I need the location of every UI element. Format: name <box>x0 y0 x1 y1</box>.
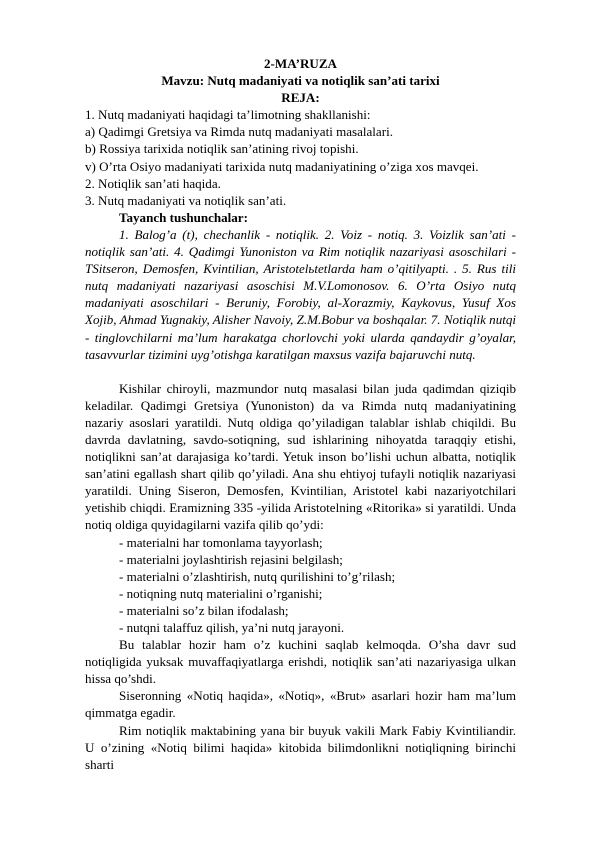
plan-item: v) O’rta Osiyo madaniyati tarixida nutq madaniyatining o’ziga xos mavqei. <box>85 158 479 174</box>
plan-item: 2. Notiqlik san’ati haqida. <box>85 175 221 191</box>
page-content <box>85 55 516 773</box>
plan-item: 1. Nutq madaniyati haqidagi ta’limotning shakllanishi: <box>85 107 371 123</box>
key-concepts-text: 1. Balog’a (t), chechanlik - notiqlik. 2. Voiz - notiq. 3. Voizlik san’ati - notiqlik san’ati. 4. Qadimgi Yunoniston va Rim notiqlik nazariyasi asoschilari - TSitseron, Demosfen, Kvintilian, Aristotelьtetlarda ham o’qitilyapti. . 5. Rus tili nutq madaniyati nazariyasi asoschisi M.V.Lomonosov. 6. O’rta Osiyo nutq madaniyati asoschilari - Beruniy, Forobiy, al-Xorazmiy, Kaykovus, Yusuf Xos Xojib, Ahmad Yugnakiy, Alisher Navoiy, Z.M.Bobur va boshqalar. 7. Notiqlik nutqi - tinglovchilarni ma’lum harakatga chorlovchi yoki ularda qandaydir g’oyalar, tasavvurlar tizimini uyg’otishga karatilgan maxsus vazifa bajaruvchi nutq. <box>85 226 516 362</box>
task-item: - materialni so’z bilan ifodalash; <box>119 602 289 618</box>
task-item: - materialni joylashtirish rejasini belgilash; <box>119 551 343 567</box>
intro-paragraph: Kishilar chiroyli, mazmundor nutq masalasi bilan juda qadimdan qiziqib keladilar. Qadimgi Gretsiya (Yunoniston) da va Rimda nutq madaniyatining nazariy asoslari yaratildi. Nutq oldiga qo’yiladigan talablar ishlab chiqildi. Bu davrda davlatning, savdo-sotiqning, sud ishlarining nihoyatda taraqqiy etishi, notiqlikni san’at darajasiga ko’tardi. Yetuk inson bo’lishi uchun albatta, notiqlik san’atini egallash shart qilib qo’yiladi. Ana shu ehtiyoj tufayli notiqlik nazariyasi yaratildi. Uning Siseron, Demosfen, Kvintilian, Aristotel kabi nazariyotchilari yetishib chiqdi. Eramizning 335 -yilida Aristotelning «Ritorika» si yaratildi. Unda notiq oldiga quyidagilarni vazifa qilib qo’ydi: <box>85 380 516 533</box>
task-item: - materialni o’zlashtirish, nutq qurilishini to’g’rilash; <box>119 568 396 584</box>
paragraph-gap <box>85 363 516 380</box>
paragraph: Siseronning «Notiq haqida», «Notiq», «Brut» asarlari hozir ham ma’lum qimmatga egadir. <box>85 688 516 721</box>
key-concepts-heading: Tayanch tushunchalar: <box>119 209 248 225</box>
task-item: - materialni har tomonlama tayyorlash; <box>119 534 323 550</box>
lecture-number: 2-MA’RUZA <box>264 56 337 71</box>
task-item: - nutqni talaffuz qilish, ya’ni nutq jarayoni. <box>119 620 345 635</box>
plan-item: a) Qadimgi Gretsiya va Rimda nutq madaniyati masalalari. <box>85 124 393 140</box>
plan-list <box>85 106 516 209</box>
lecture-topic: Mavzu: Nutq madaniyati va notiqlik san’ati tarixi <box>161 73 440 89</box>
plan-heading: REJA: <box>281 90 320 106</box>
task-item: - notiqning nutq materialini o’rganishi; <box>119 585 323 601</box>
task-list <box>85 534 516 637</box>
paragraph: Rim notiqlik maktabining yana bir buyuk vakili Mark Fabiy Kvintiliandir. U o’zining «Notiq bilimi haqida» kitobida bilimdonlikni notiqliqning birinchi sharti <box>85 722 516 772</box>
plan-item: b) Rossiya tarixida notiqlik san’atining rivoj topishi. <box>85 141 359 157</box>
paragraph: Bu talablar hozir ham o’z kuchini saqlab kelmoqda. O’sha davr sud notiqligida yuksak muvaffaqiyatlarga erishdi, notiqlik san’ati nazariyasiga ulkan hissa qo’shdi. <box>85 637 516 687</box>
plan-item: 3. Nutq madaniyati va notiqlik san’ati. <box>85 192 287 208</box>
